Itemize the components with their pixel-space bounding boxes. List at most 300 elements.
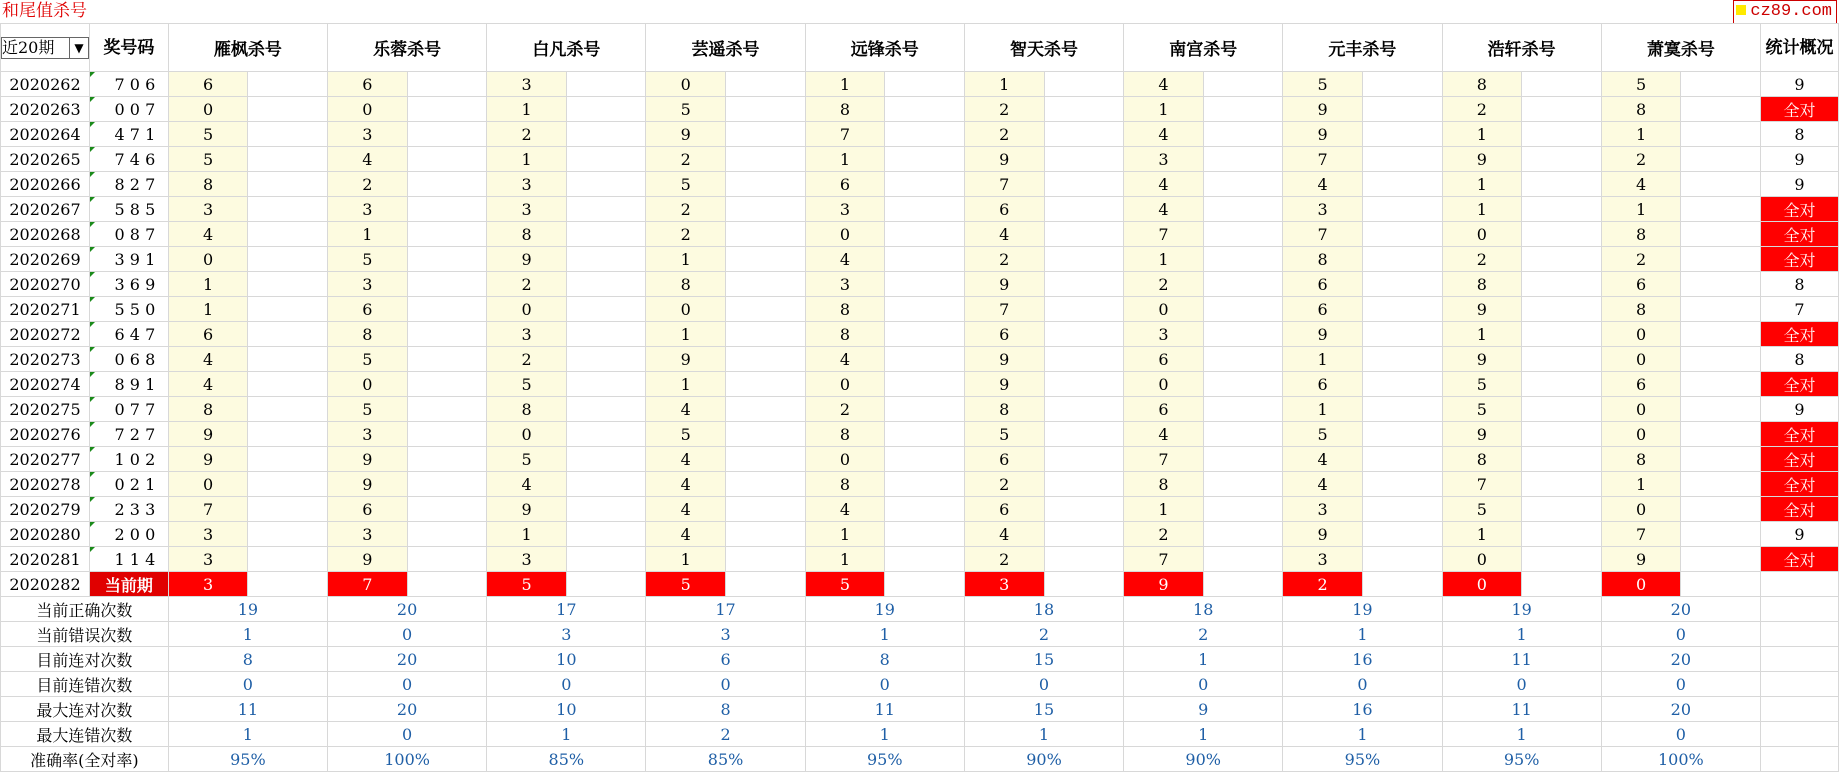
- blank-cell: [726, 272, 806, 297]
- kill-value-cell: 1: [1124, 497, 1204, 522]
- blank-cell: [1203, 522, 1283, 547]
- kill-value-cell: 0: [805, 372, 885, 397]
- kill-value-cell: 1: [1283, 397, 1363, 422]
- stat-value: 11: [1442, 697, 1601, 722]
- stat-value: 1: [964, 722, 1123, 747]
- draw-cell: [90, 72, 169, 97]
- table-row: [1, 147, 1839, 172]
- kill-value-cell: 6: [328, 297, 408, 322]
- blank-cell: [1522, 147, 1602, 172]
- kill-value-cell: 1: [487, 97, 567, 122]
- current-row: [1, 572, 1839, 597]
- kill-value-cell: 0: [1442, 222, 1522, 247]
- stat-value: 19: [1442, 597, 1601, 622]
- summary-cell: 8: [1760, 272, 1838, 297]
- blank-cell: [1522, 572, 1602, 597]
- blank-cell: [1362, 522, 1442, 547]
- stat-value: 90%: [964, 747, 1123, 772]
- blank-cell: [1044, 397, 1124, 422]
- blank-cell: [1044, 72, 1124, 97]
- header-summary: [1760, 24, 1838, 72]
- kill-value-cell: 2: [964, 247, 1044, 272]
- stat-value: 8: [168, 647, 327, 672]
- blank-cell: [566, 397, 646, 422]
- stat-value: 95%: [1442, 747, 1601, 772]
- stat-label: 当前错误次数: [1, 622, 169, 647]
- blank-cell: [1362, 147, 1442, 172]
- blank-cell: [407, 422, 487, 447]
- draw-cell: [90, 347, 169, 372]
- blank-cell: [1522, 322, 1602, 347]
- kill-value-cell: 3: [1283, 497, 1363, 522]
- header-predictor: [1283, 24, 1442, 72]
- blank-cell: [1681, 97, 1761, 122]
- kill-value-cell: 0: [646, 72, 726, 97]
- blank-cell: [726, 172, 806, 197]
- stat-value: 3: [487, 622, 646, 647]
- kill-value-cell: 1: [805, 547, 885, 572]
- header-predictor-label: 元丰杀号: [1328, 40, 1397, 60]
- kill-value-cell: 7: [1124, 447, 1204, 472]
- stat-value: 20: [1601, 647, 1760, 672]
- kill-value-cell: 0: [328, 97, 408, 122]
- kill-value-cell: 5: [1601, 72, 1681, 97]
- blank-cell: [407, 222, 487, 247]
- blank-cell: [248, 522, 328, 547]
- header-predictor-label: 智天杀号: [1009, 40, 1078, 60]
- draw-cell: [90, 147, 169, 172]
- blank-cell: [1362, 372, 1442, 397]
- kill-value-cell: 1: [328, 222, 408, 247]
- blank-cell: [1681, 497, 1761, 522]
- kill-value-cell: 9: [1601, 547, 1681, 572]
- kill-value-cell: 2: [1124, 522, 1204, 547]
- blank-cell: [1203, 347, 1283, 372]
- stat-value: 1: [1124, 647, 1283, 672]
- summary-cell: 8: [1760, 122, 1838, 147]
- kill-value-cell: 3: [805, 272, 885, 297]
- kill-value-cell: 5: [1283, 422, 1363, 447]
- blank-cell: [1760, 722, 1838, 747]
- kill-value-cell: 3: [487, 197, 567, 222]
- stat-value: 0: [1124, 672, 1283, 697]
- kill-value-cell: 6: [168, 72, 248, 97]
- kill-value-cell: 5: [964, 422, 1044, 447]
- blank-cell: [1362, 247, 1442, 272]
- kill-value-cell: 3: [168, 547, 248, 572]
- blank-cell: [726, 522, 806, 547]
- stat-value: 1: [1124, 722, 1283, 747]
- kill-value-cell: 7: [168, 497, 248, 522]
- period-select-cell: [1, 24, 90, 72]
- kill-value-cell: 0: [168, 472, 248, 497]
- stat-label: 最大连错次数: [1, 722, 169, 747]
- blank-cell: [1522, 397, 1602, 422]
- blank-cell: [1044, 422, 1124, 447]
- summary-cell: 全对: [1760, 472, 1838, 497]
- kill-value-cell: 5: [487, 447, 567, 472]
- kill-value-cell: 0: [805, 447, 885, 472]
- stat-row: [1, 597, 1839, 622]
- kill-value-cell: 1: [1601, 122, 1681, 147]
- header-predictor: [487, 24, 646, 72]
- current-kill-cell: 9: [1124, 572, 1204, 597]
- kill-value-cell: 4: [1124, 422, 1204, 447]
- stat-label: 目前连对次数: [1, 647, 169, 672]
- stat-value: 100%: [1601, 747, 1760, 772]
- kill-value-cell: 1: [805, 522, 885, 547]
- blank-cell: [566, 147, 646, 172]
- stat-label: 最大连对次数: [1, 697, 169, 722]
- kill-value-cell: 4: [646, 397, 726, 422]
- kill-value-cell: 8: [487, 397, 567, 422]
- kill-value-cell: 0: [168, 97, 248, 122]
- kill-value-cell: 6: [1124, 347, 1204, 372]
- stat-value: 0: [1283, 672, 1442, 697]
- kill-value-cell: 0: [646, 297, 726, 322]
- summary-cell: 全对: [1760, 322, 1838, 347]
- blank-cell: [1760, 647, 1838, 672]
- stat-value: 19: [1283, 597, 1442, 622]
- kill-value-cell: 8: [1601, 97, 1681, 122]
- kill-value-cell: 8: [805, 422, 885, 447]
- kill-value-cell: 8: [805, 97, 885, 122]
- kill-value-cell: 9: [1283, 122, 1363, 147]
- current-kill-cell: 5: [487, 572, 567, 597]
- blank-cell: [1203, 297, 1283, 322]
- blank-cell: [726, 372, 806, 397]
- draw-cell: [90, 97, 169, 122]
- stat-value: 1: [1283, 622, 1442, 647]
- kill-value-cell: 9: [487, 497, 567, 522]
- draw-numbers: 8 9 1: [114, 374, 156, 394]
- blank-cell: [1522, 347, 1602, 372]
- blank-cell: [885, 547, 965, 572]
- stat-row: [1, 647, 1839, 672]
- stat-value: 1: [1283, 722, 1442, 747]
- site-logo[interactable]: [1733, 0, 1837, 24]
- blank-cell: [726, 347, 806, 372]
- kill-value-cell: 0: [1124, 372, 1204, 397]
- kill-value-cell: 3: [487, 547, 567, 572]
- kill-value-cell: 8: [1442, 447, 1522, 472]
- blank-cell: [566, 72, 646, 97]
- kill-value-cell: 1: [1442, 172, 1522, 197]
- kill-value-cell: 3: [328, 522, 408, 547]
- blank-cell: [726, 547, 806, 572]
- blank-cell: [726, 322, 806, 347]
- blank-cell: [726, 422, 806, 447]
- current-kill-cell: 3: [964, 572, 1044, 597]
- blank-cell: [1203, 97, 1283, 122]
- kill-value-cell: 9: [964, 347, 1044, 372]
- blank-cell: [1362, 197, 1442, 222]
- kill-value-cell: 3: [487, 172, 567, 197]
- table-row: [1, 272, 1839, 297]
- blank-cell: [566, 222, 646, 247]
- stat-value: 3: [646, 622, 805, 647]
- kill-value-cell: 1: [168, 297, 248, 322]
- draw-numbers: 5 8 5: [114, 199, 156, 219]
- blank-cell: [1522, 372, 1602, 397]
- kill-value-cell: 5: [328, 247, 408, 272]
- table-row: [1, 322, 1839, 347]
- blank-cell: [248, 347, 328, 372]
- kill-value-cell: 7: [1124, 547, 1204, 572]
- stat-value: 0: [1601, 622, 1760, 647]
- header-predictor-label: 浩轩杀号: [1487, 40, 1556, 60]
- blank-cell: [1044, 147, 1124, 172]
- draw-numbers: 0 8 7: [114, 224, 156, 244]
- blank-cell: [1681, 72, 1761, 97]
- blank-cell: [885, 147, 965, 172]
- stat-label: 目前连错次数: [1, 672, 169, 697]
- kill-value-cell: 2: [964, 97, 1044, 122]
- kill-value-cell: 3: [328, 272, 408, 297]
- period-cell: 2020274: [1, 372, 90, 397]
- kill-value-cell: 6: [328, 72, 408, 97]
- blank-cell: [1681, 222, 1761, 247]
- kill-value-cell: 2: [487, 347, 567, 372]
- blank-cell: [566, 297, 646, 322]
- stat-value: 17: [487, 597, 646, 622]
- blank-cell: [1203, 472, 1283, 497]
- kill-value-cell: 9: [328, 447, 408, 472]
- kill-value-cell: 2: [487, 122, 567, 147]
- blank-cell: [248, 247, 328, 272]
- kill-value-cell: 5: [646, 422, 726, 447]
- period-select[interactable]: [1, 37, 89, 59]
- blank-cell: [1681, 272, 1761, 297]
- kill-value-cell: 0: [487, 422, 567, 447]
- blank-cell: [566, 372, 646, 397]
- blank-cell: [1203, 447, 1283, 472]
- draw-cell: [90, 522, 169, 547]
- kill-value-cell: 4: [1283, 472, 1363, 497]
- blank-cell: [726, 147, 806, 172]
- title-bar: [0, 0, 1839, 23]
- stat-value: 9: [1124, 697, 1283, 722]
- blank-cell: [726, 72, 806, 97]
- blank-cell: [407, 247, 487, 272]
- kill-value-cell: 4: [805, 497, 885, 522]
- blank-cell: [1362, 347, 1442, 372]
- summary-cell: 9: [1760, 72, 1838, 97]
- kill-value-cell: 8: [1442, 72, 1522, 97]
- blank-cell: [566, 497, 646, 522]
- kill-value-cell: 0: [328, 372, 408, 397]
- kill-value-cell: 2: [1124, 272, 1204, 297]
- blank-cell: [407, 572, 487, 597]
- blank-cell: [566, 97, 646, 122]
- kill-value-cell: 8: [805, 297, 885, 322]
- summary-cell: 全对: [1760, 422, 1838, 447]
- summary-cell: 全对: [1760, 447, 1838, 472]
- stat-row: [1, 622, 1839, 647]
- kill-value-cell: 4: [168, 347, 248, 372]
- blank-cell: [248, 272, 328, 297]
- summary-cell: 全对: [1760, 222, 1838, 247]
- blank-cell: [1203, 422, 1283, 447]
- blank-cell: [248, 472, 328, 497]
- blank-cell: [248, 72, 328, 97]
- blank-cell: [1044, 547, 1124, 572]
- kill-value-cell: 3: [805, 197, 885, 222]
- draw-cell: [90, 247, 169, 272]
- draw-numbers: 4 7 1: [114, 124, 156, 144]
- summary-cell: 全对: [1760, 97, 1838, 122]
- blank-cell: [1522, 547, 1602, 572]
- draw-numbers: 1 1 4: [114, 549, 156, 569]
- kill-number-table: [0, 23, 1839, 772]
- blank-cell: [248, 297, 328, 322]
- kill-value-cell: 9: [964, 372, 1044, 397]
- kill-value-cell: 6: [964, 197, 1044, 222]
- blank-cell: [1362, 397, 1442, 422]
- kill-value-cell: 4: [646, 497, 726, 522]
- blank-cell: [1203, 147, 1283, 172]
- blank-cell: [248, 372, 328, 397]
- blank-cell: [1044, 122, 1124, 147]
- kill-value-cell: 3: [168, 197, 248, 222]
- kill-value-cell: 8: [1283, 247, 1363, 272]
- stat-value: 17: [646, 597, 805, 622]
- blank-cell: [885, 197, 965, 222]
- kill-value-cell: 6: [964, 447, 1044, 472]
- kill-value-cell: 5: [646, 97, 726, 122]
- kill-value-cell: 4: [1124, 172, 1204, 197]
- blank-cell: [1362, 297, 1442, 322]
- kill-value-cell: 6: [964, 322, 1044, 347]
- blank-cell: [248, 397, 328, 422]
- kill-value-cell: 5: [328, 347, 408, 372]
- kill-value-cell: 1: [1601, 472, 1681, 497]
- blank-cell: [1522, 122, 1602, 147]
- stat-value: 0: [328, 722, 487, 747]
- kill-value-cell: 1: [646, 372, 726, 397]
- kill-value-cell: 3: [328, 122, 408, 147]
- blank-cell: [885, 422, 965, 447]
- current-kill-cell: 5: [646, 572, 726, 597]
- stat-label: 当前正确次数: [1, 597, 169, 622]
- kill-value-cell: 0: [1601, 322, 1681, 347]
- table-row: [1, 122, 1839, 147]
- stat-row: [1, 747, 1839, 772]
- blank-cell: [407, 522, 487, 547]
- stat-value: 0: [805, 672, 964, 697]
- stat-value: 6: [646, 647, 805, 672]
- kill-value-cell: 4: [1283, 172, 1363, 197]
- stat-value: 19: [805, 597, 964, 622]
- stat-value: 20: [328, 647, 487, 672]
- kill-value-cell: 5: [328, 397, 408, 422]
- period-cell: 2020262: [1, 72, 90, 97]
- current-kill-cell: 5: [805, 572, 885, 597]
- blank-cell: [1362, 422, 1442, 447]
- kill-value-cell: 5: [168, 147, 248, 172]
- kill-value-cell: 1: [1442, 522, 1522, 547]
- kill-value-cell: 9: [487, 247, 567, 272]
- kill-value-cell: 6: [1601, 372, 1681, 397]
- kill-value-cell: 9: [646, 347, 726, 372]
- blank-cell: [1203, 222, 1283, 247]
- stat-value: 85%: [646, 747, 805, 772]
- blank-cell: [1044, 572, 1124, 597]
- blank-cell: [1203, 272, 1283, 297]
- blank-cell: [1044, 522, 1124, 547]
- kill-value-cell: 1: [1601, 197, 1681, 222]
- summary-cell: 8: [1760, 347, 1838, 372]
- stat-value: 95%: [1283, 747, 1442, 772]
- header-predictor: [805, 24, 964, 72]
- stat-row: [1, 697, 1839, 722]
- stat-value: 2: [964, 622, 1123, 647]
- blank-cell: [248, 422, 328, 447]
- kill-value-cell: 9: [1442, 347, 1522, 372]
- kill-value-cell: 2: [1601, 147, 1681, 172]
- blank-cell: [248, 222, 328, 247]
- kill-value-cell: 1: [646, 322, 726, 347]
- blank-cell: [1681, 122, 1761, 147]
- kill-value-cell: 6: [1601, 272, 1681, 297]
- blank-cell: [1760, 622, 1838, 647]
- stat-value: 95%: [168, 747, 327, 772]
- draw-numbers: 5 5 0: [114, 299, 156, 319]
- header-row: [1, 24, 1839, 72]
- stat-row: [1, 672, 1839, 697]
- period-cell: 2020270: [1, 272, 90, 297]
- blank-cell: [1522, 247, 1602, 272]
- stat-value: 20: [328, 697, 487, 722]
- table-row: [1, 447, 1839, 472]
- summary-cell: 9: [1760, 522, 1838, 547]
- draw-cell: [90, 222, 169, 247]
- stat-value: 95%: [805, 747, 964, 772]
- draw-cell: [90, 322, 169, 347]
- kill-value-cell: 1: [646, 247, 726, 272]
- kill-value-cell: 6: [964, 497, 1044, 522]
- blank-cell: [1203, 197, 1283, 222]
- summary-cell: 全对: [1760, 247, 1838, 272]
- summary-cell: 全对: [1760, 497, 1838, 522]
- kill-value-cell: 4: [1124, 122, 1204, 147]
- blank-cell: [1681, 322, 1761, 347]
- table-row: [1, 222, 1839, 247]
- blank-cell: [726, 122, 806, 147]
- blank-cell: [885, 222, 965, 247]
- kill-value-cell: 8: [1601, 447, 1681, 472]
- blank-cell: [726, 397, 806, 422]
- blank-cell: [1681, 197, 1761, 222]
- blank-cell: [1681, 447, 1761, 472]
- kill-value-cell: 8: [646, 272, 726, 297]
- current-kill-cell: 0: [1442, 572, 1522, 597]
- blank-cell: [726, 197, 806, 222]
- period-cell: 2020269: [1, 247, 90, 272]
- summary-cell: 9: [1760, 172, 1838, 197]
- summary-cell: 9: [1760, 397, 1838, 422]
- blank-cell: [1044, 372, 1124, 397]
- blank-cell: [407, 297, 487, 322]
- dropdown-arrow-icon[interactable]: ▼: [69, 38, 88, 58]
- stat-value: 18: [964, 597, 1123, 622]
- kill-value-cell: 6: [1283, 272, 1363, 297]
- kill-value-cell: 9: [1442, 147, 1522, 172]
- current-kill-cell: 3: [168, 572, 248, 597]
- kill-value-cell: 1: [168, 272, 248, 297]
- header-draw-label: 奖号码: [103, 37, 155, 58]
- blank-cell: [407, 147, 487, 172]
